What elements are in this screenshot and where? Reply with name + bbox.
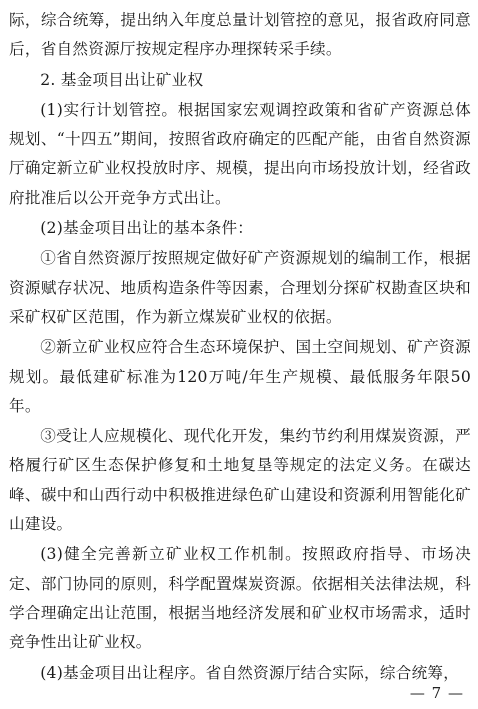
section-heading: 2. 基金项目出让矿业权 [40, 70, 204, 89]
paragraph-transfer-procedure: (4)基金项目出让程序。省自然资源厅结合实际，综合统筹， [40, 663, 460, 682]
paragraph-basic-conditions-heading: (2)基金项目出让的基本条件： [40, 219, 254, 238]
paragraph-plan-control: (1)实行计划管控。根据国家宏观调控政策和省矿产资源总体规划、“十四五”期间，按照省政府确定的匹配产能，由省自然资源厅确定新立矿业权投放时序、规模，提出向市场投放计划，经省政府批准后以公开竞争方式出让。 [9, 100, 471, 207]
paragraph-continuation: 际，综合统筹，提出纳入年度总量计划管控的意见，报省政府同意后，省自然资源厅按规定程序办理探转采手续。 [9, 11, 471, 59]
paragraph-condition-3: ③受让人应规模化、现代化开发，集约节约利用煤炭资源，严格履行矿区生态保护修复和土地复垦等规定的法定义务。在碳达峰、碳中和山西行动中积极推进绿色矿山建设和资源利用智能化矿山建设。 [9, 427, 471, 534]
paragraph-condition-1: ①省自然资源厅按照规定做好矿产资源规划的编制工作，根据资源赋存状况、地质构造条件等因素，合理划分探矿权勘查区块和采矿权矿区范围，作为新立煤炭矿业权的依据。 [9, 249, 471, 326]
paragraph-condition-2: ②新立矿业权应符合生态环境保护、国土空间规划、矿产资源规划。最低建矿标准为120万吨/年生产规模、最低服务年限50年。 [9, 338, 471, 415]
page-number: — 7 — [409, 684, 464, 702]
document-body [9, 6, 471, 688]
paragraph-work-mechanism: (3)健全完善新立矿业权工作机制。按照政府指导、市场决定、部门协同的原则，科学配置煤炭资源。依据相关法律法规，科学合理确定出让范围，根据当地经济发展和矿业权市场需求，适时竞争性出让矿业权。 [9, 545, 471, 652]
